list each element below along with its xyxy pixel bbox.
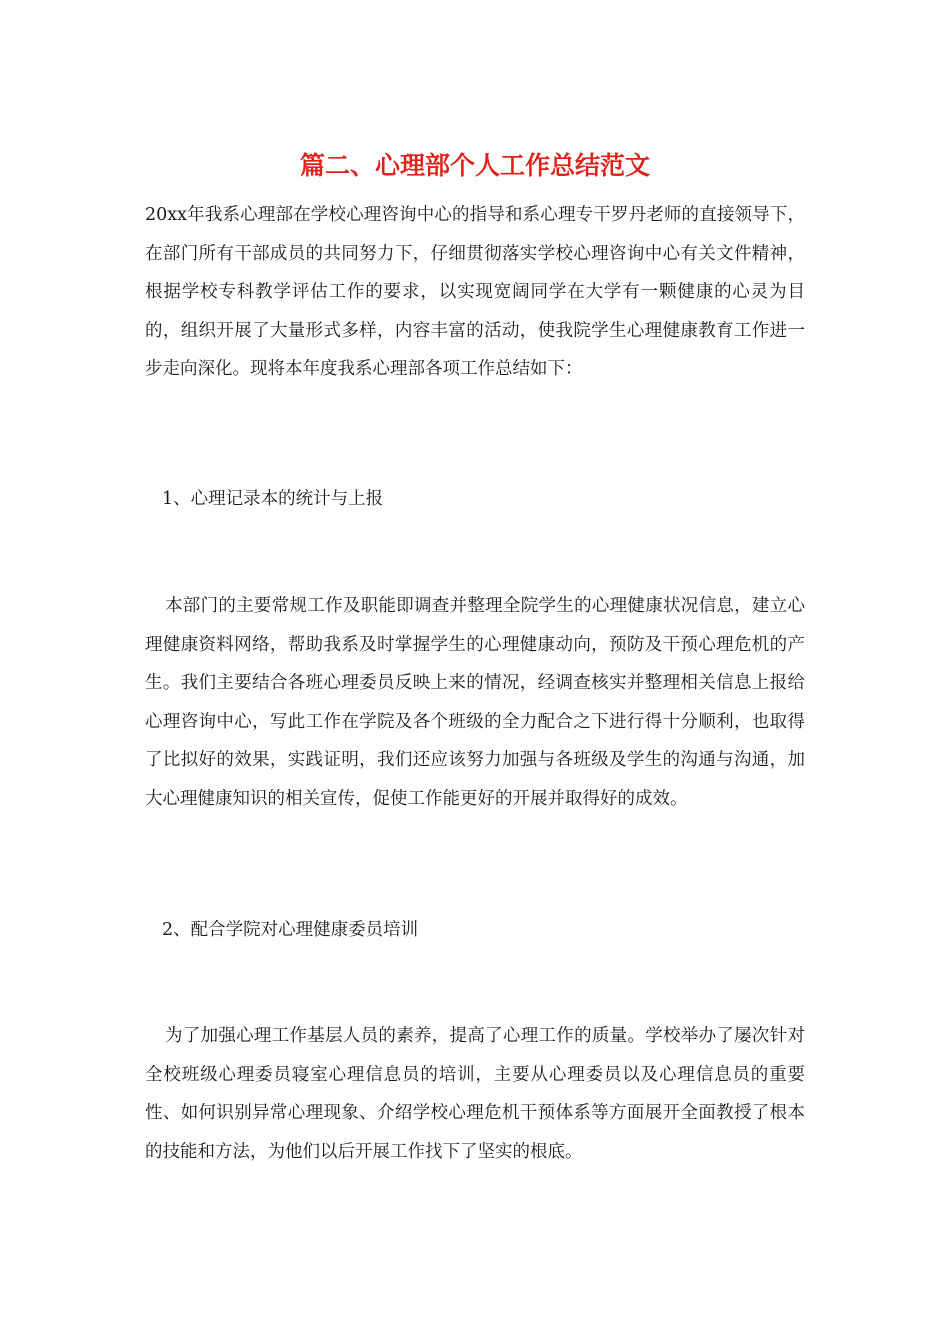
section-heading-2: 2、配合学院对心理健康委员培训: [162, 920, 419, 940]
document-title: 篇二、心理部个人工作总结范文: [299, 151, 650, 180]
section-body-2: 为了加强心理工作基层人员的素养，提高了心理工作的质量。学校举办了屡次针对全校班级心理委员寝室心理信息员的培训，主要从心理委员以及心理信息员的重要性、如何识别异常心理现象、介绍学校心理危机干预体系等方面展开全面教授了根本的技能和方法，为他们以后开展工作找下了坚实的根底。: [145, 1026, 805, 1162]
section-body-1: 本部门的主要常规工作及职能即调查并整理全院学生的心理健康状况信息，建立心理健康资料网络，帮助我系及时掌握学生的心理健康动向，预防及干预心理危机的产生。我们主要结合各班心理委员反映上来的情况，经调查核实并整理相关信息上报给心理咨询中心，写此工作在学院及各个班级的全力配合之下进行得十分顺利，也取得了比拟好的效果，实践证明，我们还应该努力加强与各班级及学生的沟通与沟通，加大心理健康知识的相关宣传，促使工作能更好的开展并取得好的成效。: [145, 596, 805, 809]
intro-paragraph: 20xx年我系心理部在学校心理咨询中心的指导和系心理专干罗丹老师的直接领导下，在部门所有干部成员的共同努力下，仔细贯彻落实学校心理咨询中心有关文件精神，根据学校专科教学评估工作的要求，以实现宽阔同学在大学有一颗健康的心灵为目的，组织开展了大量形式多样，内容丰富的活动，使我院学生心理健康教育工作进一步走向深化。现将本年度我系心理部各项工作总结如下：: [145, 205, 805, 379]
section-heading-1: 1、心理记录本的统计与上报: [162, 489, 384, 509]
